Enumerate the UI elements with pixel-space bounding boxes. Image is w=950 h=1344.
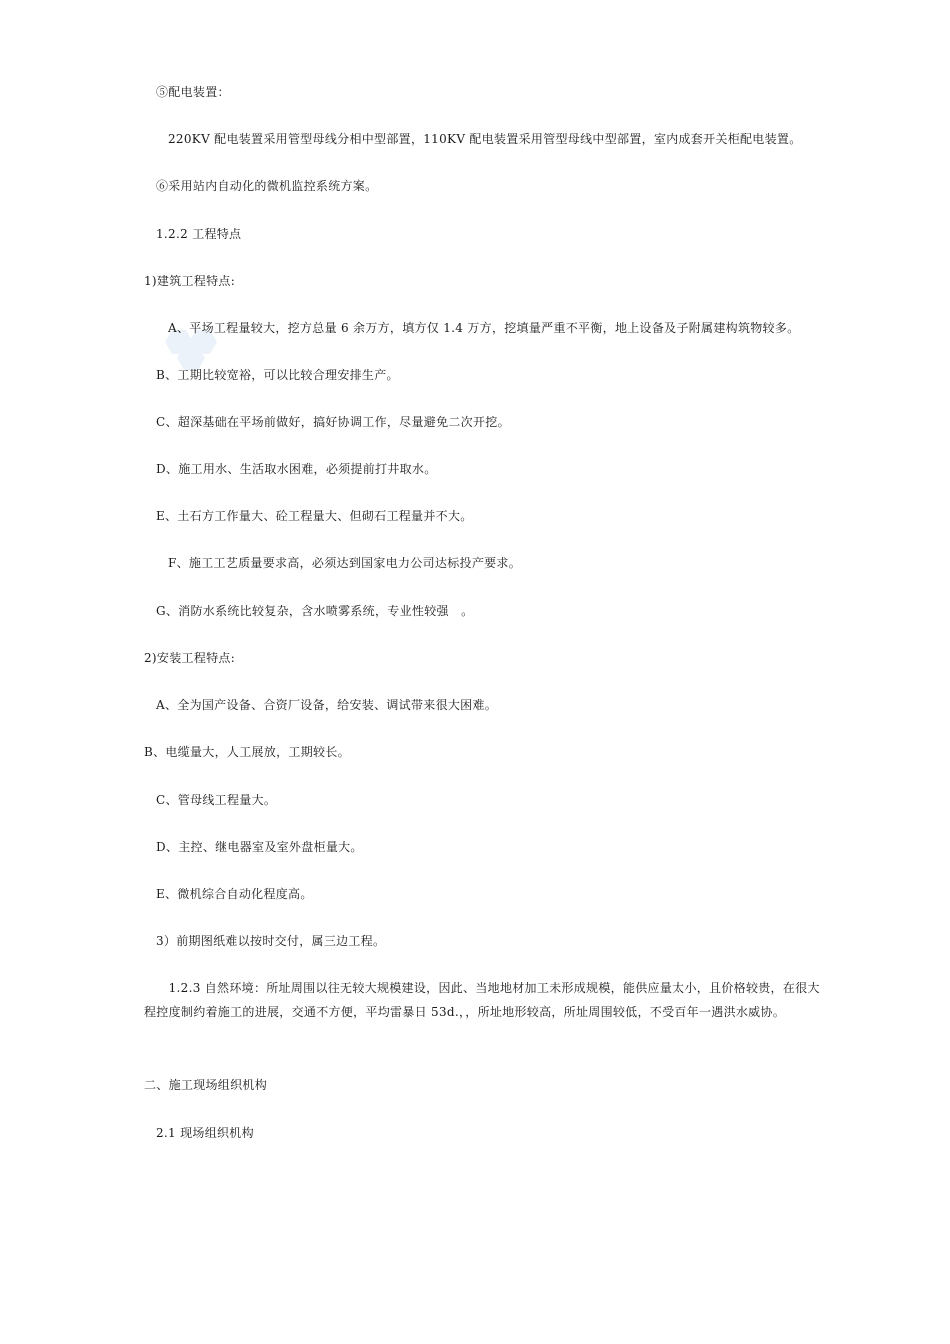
item-monitoring-system: ⑥采用站内自动化的微机监控系统方案。 [156,179,378,193]
building-item-f: F、施工工艺质量要求高，必须达到国家电力公司达标投产要求。 [168,556,522,570]
heading-project-features: 1.2.2 工程特点 [156,227,242,241]
heading-installation-features: 2)安装工程特点: [144,651,236,665]
building-item-d: D、施工用水、生活取水困难，必须提前打井取水。 [156,462,437,476]
install-item-b: B、电缆量大，人工展放，工期较长。 [144,745,350,759]
install-item-c: C、管母线工程量大。 [156,793,277,807]
install-item-e: E、微机综合自动化程度高。 [156,887,313,901]
item-drawings-delay: 3）前期图纸难以按时交付，属三边工程。 [156,934,386,948]
building-item-b: B、工期比较宽裕，可以比较合理安排生产。 [156,368,399,382]
building-item-e: E、土石方工作量大、砼工程量大、但砌石工程量并不大。 [156,509,473,523]
paragraph-natural-environment: 1.2.3 自然环境：所址周围以往无较大规模建设，因此、当地地材加工未形成规模，能供应量太小，且价格较贵，在很大程控度制约着施工的进展，交通不方便，平均雷暴日 53d.，，所址地形较高，所址周围较低，不受百年一遇洪水威协。 [144,981,820,1019]
install-item-a: A、全为国产设备、合资厂设备，给安装、调试带来很大困难。 [156,698,498,712]
subsection-title-site-organization: 2.1 现场组织机构 [156,1126,254,1140]
paragraph-distribution-config: 220KV 配电装置采用管型母线分相中型部置，110KV 配电装置采用管型母线中型部置，室内成套开关柜配电装置。 [168,132,802,146]
section-title-site-organization: 二、施工现场组织机构 [144,1078,268,1092]
building-item-c: C、超深基础在平场前做好，搞好协调工作，尽量避免二次开挖。 [156,415,510,429]
building-item-g: G、消防水系统比较复杂，含水喷雾系统，专业性较强 。 [156,604,474,618]
building-item-a: A、平场工程量较大，挖方总量 6 余万方，填方仅 1.4 万方，挖填量严重不平衡，地上设备及子附属建构筑物较多。 [168,321,800,335]
heading-building-features: 1)建筑工程特点: [144,274,236,288]
heading-distribution-device: ⑤配电装置： [156,85,230,99]
install-item-d: D、主控、继电器室及室外盘柜量大。 [156,840,363,854]
